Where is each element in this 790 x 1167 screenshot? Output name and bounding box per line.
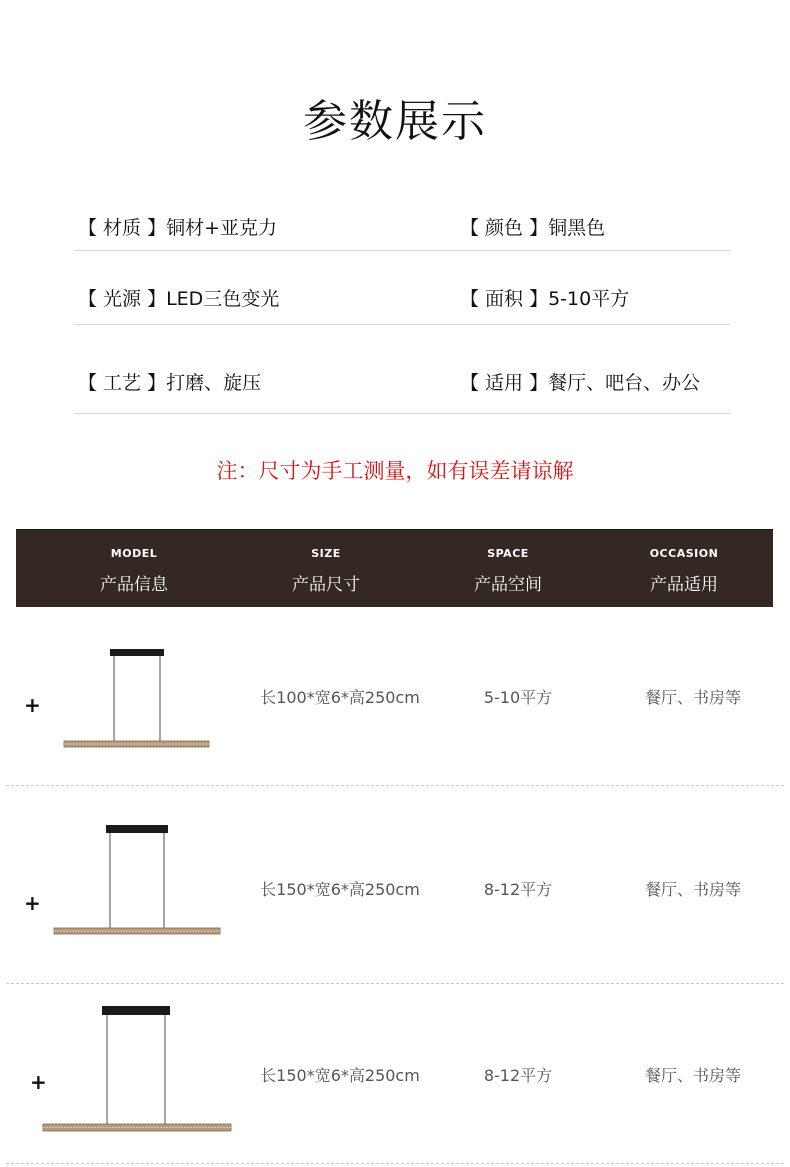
pendant-lamp-icon (50, 824, 224, 938)
spec-usage (460, 369, 700, 397)
header-cn: 产品信息 (100, 575, 168, 595)
header-model (54, 530, 214, 607)
spec-row-2 (74, 285, 730, 325)
header-en: SPACE (487, 547, 529, 560)
header-size (246, 530, 406, 607)
plus-icon: + (24, 891, 41, 915)
spec-value: 铜材+亚克力 (166, 217, 278, 239)
spec-value: 餐厅、吧台、办公 (548, 372, 701, 394)
spec-value: 铜黑色 (548, 217, 606, 239)
size-value: 长150*宽6*高250cm (260, 880, 420, 899)
spec-process (78, 369, 261, 397)
spec-key: 【 光源 】 (78, 288, 167, 310)
spec-value: 打磨、旋压 (166, 372, 262, 394)
header-space (428, 530, 588, 607)
space-value: 8-12平方 (483, 880, 553, 899)
space-value: 8-12平方 (483, 1066, 553, 1085)
spec-value: LED三色变光 (166, 288, 280, 310)
pendant-lamp-icon (40, 1004, 234, 1138)
spec-key: 【 工艺 】 (78, 372, 167, 394)
header-en: SIZE (311, 547, 341, 560)
occasion-value: 餐厅、书房等 (644, 880, 741, 899)
table-row (0, 984, 790, 1164)
occasion-value: 餐厅、书房等 (644, 688, 741, 707)
header-cn: 产品空间 (474, 575, 542, 595)
plus-icon: + (24, 693, 41, 717)
spec-key: 【 面积 】 (460, 288, 549, 310)
spec-key: 【 材质 】 (78, 217, 167, 239)
spec-light-source (78, 285, 279, 313)
table-row (0, 786, 790, 984)
measurement-note: 注：尺寸为手工测量，如有误差请谅解 (216, 459, 574, 483)
header-en: MODEL (110, 547, 158, 560)
spec-value: 5-10平方 (548, 288, 630, 310)
size-value: 长150*宽6*高250cm (260, 1066, 420, 1085)
space-value: 5-10平方 (483, 688, 553, 707)
plus-icon: + (30, 1070, 47, 1094)
spec-color (460, 214, 605, 242)
size-value: 长100*宽6*高250cm (260, 688, 420, 707)
spec-area (460, 285, 629, 313)
occasion-value: 餐厅、书房等 (644, 1066, 741, 1085)
spec-row-3 (74, 369, 730, 414)
header-cn: 产品适用 (650, 575, 718, 595)
header-cn: 产品尺寸 (292, 575, 360, 595)
row-divider (6, 1163, 784, 1164)
pendant-lamp-icon (60, 648, 214, 752)
spec-key: 【 适用 】 (460, 372, 549, 394)
spec-material (78, 214, 277, 242)
spec-key: 【 颜色 】 (460, 217, 549, 239)
header-en: OCCASION (649, 547, 719, 560)
table-header (16, 529, 773, 607)
page-title: 参数展示 (303, 96, 487, 147)
table-row (0, 606, 790, 786)
spec-row-1 (74, 214, 730, 251)
header-occasion (604, 530, 764, 607)
